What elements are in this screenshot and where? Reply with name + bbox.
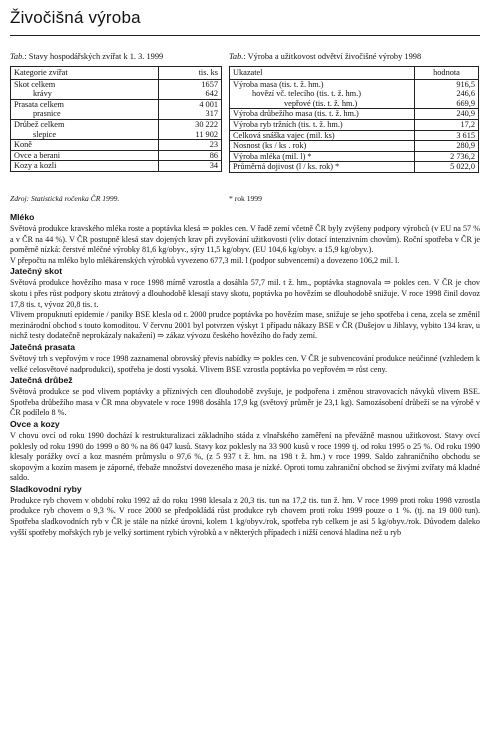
row-label: Nosnost (ks / ks . rok): [230, 141, 415, 152]
row-value: 5 022,0: [415, 162, 479, 173]
paragraph: V přepočtu na mléko bylo mlékárenských výrobků vyvezeno 677,3 mil. l (podpor subvencemi) a dovezeno 106,2 mil. l.: [10, 255, 400, 265]
row-label: vepřové (tis. t. ž. hm.): [230, 99, 415, 109]
row-label: Výroba masa (tis. t. ž. hm.): [230, 79, 415, 89]
article-body: [10, 212, 480, 538]
row-value: 86: [159, 150, 222, 161]
row-label: Výroba mléka (mil. l) *: [230, 151, 415, 162]
table-row: [230, 162, 479, 173]
table-row: [11, 79, 222, 89]
row-label: Výroba drůbežího masa (tis. t. ž. hm.): [230, 109, 415, 120]
paragraph: V chovu ovcí od roku 1990 dochází k restrukturalizaci základního stáda z vlnařského zaměření na převážně masnou užitkovost. Stavy ovcí poklesly od roku 1990 do 1999 o 80 % na 86 047 kusů. Stavy koz poklesly na 33 900 kusů v roce 1999 tj. od roku 1995 o 25 %. Od roku 1990 klesaly porážky ovcí a koz masném průmyslu o 97,6 %, (z 5 937 t ž. hm. na 198 t ž. hm.) v roce 1999. Saldo zahraničního obchodu se skopovým a kozím masem je záporné, třebaže množství dovezeného masa je nízké. Oproti tomu zahraniční obchod se živými zvířaty má kladné saldo.: [10, 430, 480, 483]
column-header: Kategorie zvířat: [11, 67, 159, 80]
production-table: [229, 66, 479, 173]
section-heading: Mléko: [10, 212, 35, 222]
section-sheep-goats: [10, 419, 480, 484]
table-row: [11, 161, 222, 172]
table-header-row: [230, 67, 479, 80]
row-value: 17,2: [415, 119, 479, 130]
row-label: Celková snáška vajec (mil. ks): [230, 130, 415, 141]
livestock-table: [10, 66, 222, 172]
table-row: [230, 79, 479, 89]
row-value: 240,9: [415, 109, 479, 120]
paragraph: Vlivem propuknutí epidemie / paniky BSE klesla od r. 2000 prudce poptávka po hovězím mase, snižuje se jeho spotřeba i cena, zcela se změnil mezinárodní obchod s touto komoditou. V červnu 2001 byl potvrzen výskyt 1 případu nákazy BSE v ČR (Dušejov u Jihlavy, vybito 134 krav, u nichž testy dodatečně neprokázaly nakažení) ⇒ zákaz vývozu českého hovězího do řady zemí.: [10, 310, 480, 341]
row-label: slepice: [11, 130, 159, 140]
table-row: [230, 109, 479, 120]
paragraph: Světová produkce kravského mléka roste a poptávka klesá ⇒ pokles cen. V řadě zemí včetně ČR byly zvýšeny podpory výrobců (v EU na 57 % a v ČR na 44 %). V ČR postupně klesá stav dojených krav při zvyšování užitkovosti (vliv dotací intenzivním chovům). Roční spotřeba v ČR je poměrně nízká: čerstvé mléčné výrobky 81,6 kg/obyv., sýry 11,5 kg/obyv. (EU 104,6 kg/obyv. a 15,9 kg/obyv.).: [10, 224, 480, 255]
row-label: Koně: [11, 140, 159, 151]
table1-caption: Tab.: Stavy hospodářských zvířat k 1. 3. 1999: [10, 52, 164, 61]
paragraph: Produkce ryb chovem v období roku 1992 až do roku 1998 klesala z 20,3 tis. tun na 17,2 tis. tun ž. hm. V roce 1999 proti roku 1998 vzrostla produkce ryb chovem o 9,3 %. V roce 2000 se předpokládá růst produkce ryb chovem proti roku 1999 pouze o 1 %. (tj. na 19 000 tun). Spotřeba sladkovodních ryb v ČR je stále na nízké úrovni, kolem 1 kg/obyv./rok, spotřeba ryb celkem je asi 5 kg/obyv./rok. Důvodem daleko vyšší spotřeby mořských ryb je velký sortiment rybích výrobků a v některých případech i nižší cenová hladina než u ryb: [10, 495, 480, 537]
table-row: [230, 141, 479, 152]
table-row: [11, 140, 222, 151]
section-freshwater-fish: [10, 484, 480, 538]
section-heading: Jatečný skot: [10, 266, 63, 277]
table-row: [11, 99, 222, 109]
title-divider: [10, 35, 480, 36]
column-header: tis. ks: [159, 67, 222, 80]
table-row: [230, 89, 479, 99]
row-label: Drůbež celkem: [11, 119, 159, 129]
row-label: Ovce a berani: [11, 150, 159, 161]
row-value: 30 222: [159, 119, 222, 129]
row-value: 317: [159, 109, 222, 119]
row-value: 246,6: [415, 89, 479, 99]
table1-source: Zdroj: Statistická ročenka ČR 1999.: [10, 194, 120, 203]
table-row: [230, 130, 479, 141]
table-row: [230, 99, 479, 109]
row-value: 4 001: [159, 99, 222, 109]
row-value: 34: [159, 161, 222, 172]
row-value: 642: [159, 89, 222, 99]
row-value: 916,5: [415, 79, 479, 89]
column-header: hodnota: [415, 67, 479, 80]
page-title: Živočišná výroba: [10, 8, 141, 27]
table-header-row: [11, 67, 222, 80]
row-value: 2 736,2: [415, 151, 479, 162]
section-cattle: [10, 266, 480, 342]
section-milk: [10, 212, 480, 266]
column-header: Ukazatel: [230, 67, 415, 80]
row-value: 1657: [159, 79, 222, 89]
table-row: [11, 119, 222, 129]
table2-caption: Tab.: Výroba a užitkovost odvětví živočišné výroby 1998: [229, 52, 422, 61]
section-pigs: [10, 342, 480, 375]
table2-footnote: * rok 1999: [229, 194, 262, 203]
section-heading: Ovce a kozy: [10, 418, 60, 429]
row-label: Kozy a kozli: [11, 161, 159, 172]
section-heading: Jatečná drůbež: [10, 375, 73, 386]
row-value: 11 902: [159, 130, 222, 140]
row-label: prasnice: [11, 109, 159, 119]
paragraph: Světová produkce se pod vlivem poptávky a příznivých cen dlouhodobě zvyšuje, je podpořena i změnou stravovacích návyků vlivem BSE. Spotřeba drůbežího masa v ČR mna obyvatele v roce 1998 dosáhla 17,9 kg (světový průměr je 23,1 kg). Samozásobení drůbeží se na výrobě v ČR podílelo 8 %.: [10, 387, 480, 418]
table-row: [11, 150, 222, 161]
row-label: hovězí vč. telecího (tis. t. ž. hm.): [230, 89, 415, 99]
row-value: 23: [159, 140, 222, 151]
row-label: krávy: [11, 89, 159, 99]
table-row: [230, 119, 479, 130]
row-label: Výroba ryb tržních (tis. t. ž. hm.): [230, 119, 415, 130]
row-label: Prasata celkem: [11, 99, 159, 109]
row-value: 280,9: [415, 141, 479, 152]
row-label: Průměrná dojivost (l / ks. rok) *: [230, 162, 415, 173]
paragraph: Světový trh s vepřovým v roce 1998 zaznamenal obrovský převis nabídky ⇒ pokles cen. V ČR je subvencování produkce neúčinné (vzhledem k velké celosvětové nadprodukci), spotřeba je dosti vysoká. Vlivem BSE vzrostla poptávka po vepřovém ⇒ růst ceny.: [10, 353, 480, 374]
row-value: 669,9: [415, 99, 479, 109]
table-row: [11, 130, 222, 140]
table-row: [230, 151, 479, 162]
table-row: [11, 89, 222, 99]
section-heading: Sladkovodní ryby: [10, 483, 82, 494]
row-value: 3 615: [415, 130, 479, 141]
row-label: Skot celkem: [11, 79, 159, 89]
table-row: [11, 109, 222, 119]
paragraph: Světová produkce hovězího masa v roce 1998 mírně vzrostla a dosáhla 57,7 mil. t ž. hm., poptávka stagnovala ⇒ pokles cen. V ČR je chov skotu i přes růst podpory skotu ztrátový a dlouhodobě klesají stavy skotu, poptávka po hovězím se dlouhodobě snižuje. V roce 1998 činil dovoz 17,8 tis. t, vývoz 20,8 tis. t.: [10, 278, 480, 309]
section-poultry: [10, 375, 480, 419]
section-heading: Jatečná prasata: [10, 341, 75, 352]
